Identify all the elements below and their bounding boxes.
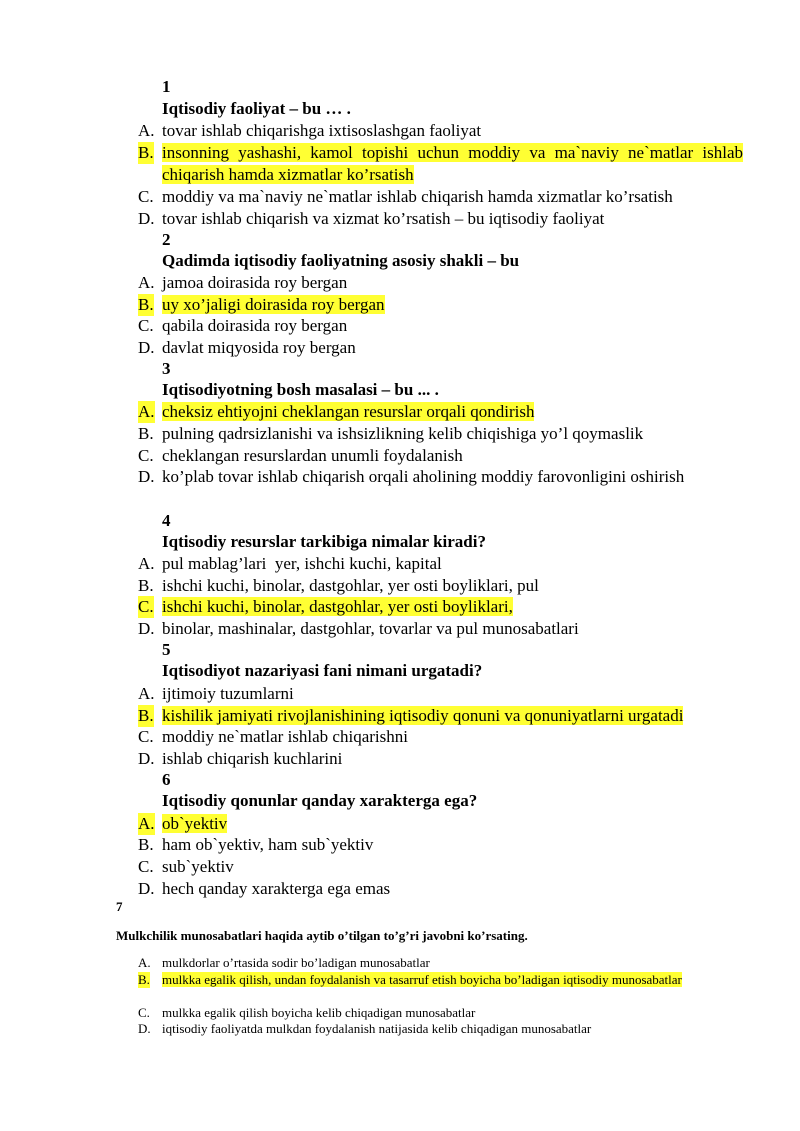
option-text: mulkka egalik qilish boyicha kelib chiqadigan munosabatlar: [162, 1005, 476, 1020]
question-7-option-b: [138, 972, 683, 988]
option-text: ishchi kuchi, binolar, dastgohlar, yer osti boyliklari, pul: [162, 576, 539, 595]
question-2-option-c: [138, 315, 743, 337]
question-2-title: Qadimda iqtisodiy faoliyatning asosiy shakli – bu: [162, 251, 520, 270]
option-text: pul mablag’lari yer, ishchi kuchi, kapital: [162, 554, 442, 573]
question-3-option-b: [138, 423, 743, 445]
option-letter: A.: [138, 684, 155, 703]
option-text: moddiy ne`matlar ishlab chiqarishni: [162, 727, 408, 746]
option-text-highlight: ishchi kuchi, binolar, dastgohlar, yer osti boyliklari,: [162, 597, 513, 616]
question-3-option-d: [138, 466, 758, 488]
option-letter: B.: [138, 576, 154, 595]
option-text: [162, 596, 743, 618]
option-text-highlight: mulkka egalik qilish, undan foydalanish va tasarruf etish boyicha bo’ladigan iqtisodiy munosabatlar: [162, 972, 682, 987]
question-3-number: 3: [162, 359, 171, 378]
question-1-number: 1: [162, 77, 171, 96]
option-text: ko’plab tovar ishlab chiqarish orqali aholining moddiy farovonligini oshirish: [162, 467, 685, 486]
option-text-highlight: cheksiz ehtiyojni cheklangan resurslar orqali qondirish: [162, 402, 535, 421]
option-text: ham ob`yektiv, ham sub`yektiv: [162, 835, 374, 854]
option-letter: D.: [138, 749, 155, 768]
question-2-number: 2: [162, 230, 171, 249]
option-text: [162, 142, 743, 185]
option-text: tovar ishlab chiqarishga ixtisoslashgan faoliyat: [162, 121, 482, 140]
option-text: pulning qadrsizlanishi va ishsizlikning kelib chiqishiga yo’l qoymaslik: [162, 424, 644, 443]
question-6-number: 6: [162, 770, 171, 789]
option-letter: D.: [138, 467, 155, 486]
question-4-option-d: [138, 618, 743, 640]
question-4-option-b: [138, 575, 743, 597]
option-letter: C.: [138, 857, 154, 876]
option-text: iqtisodiy faoliyatda mulkdan foydalanish natijasida kelib chiqadigan munosabatlar: [162, 1021, 592, 1036]
question-3-option-c: [138, 445, 743, 467]
option-letter: C.: [138, 1005, 150, 1020]
option-letter: C.: [138, 727, 154, 746]
option-letter: A.: [138, 955, 151, 970]
option-text: jamoa doirasida roy bergan: [162, 273, 348, 292]
question-4-option-c: [138, 596, 743, 618]
option-text: mulkdorlar o’rtasida sodir bo’ladigan munosabatlar: [162, 955, 430, 970]
option-letter: B.: [138, 424, 154, 443]
question-6-option-c: [138, 856, 743, 878]
option-letter: B.: [138, 143, 154, 162]
question-5-title: Iqtisodiyot nazariyasi fani nimani urgatadi?: [162, 661, 483, 680]
option-text: binolar, mashinalar, dastgohlar, tovarlar va pul munosabatlari: [162, 619, 579, 638]
option-text: cheklangan resurslardan unumli foydalanish: [162, 446, 463, 465]
option-text-highlight: ob`yektiv: [162, 814, 228, 833]
option-text-highlight: uy xo’jaligi doirasida roy bergan: [162, 295, 385, 314]
question-4-number: 4: [162, 511, 171, 530]
question-6-option-d: [138, 878, 743, 900]
option-text: davlat miqyosida roy bergan: [162, 338, 356, 357]
option-text: ijtimoiy tuzumlarni: [162, 684, 294, 703]
option-text: qabila doirasida roy bergan: [162, 316, 348, 335]
option-letter: A.: [138, 814, 155, 833]
option-letter: C.: [138, 316, 154, 335]
option-text-highlight: kishilik jamiyati rivojlanishining iqtisodiy qonuni va qonuniyatlarni urgatadi: [162, 706, 684, 725]
option-letter: A.: [138, 273, 155, 292]
option-text: sub`yektiv: [162, 857, 234, 876]
option-letter: D.: [138, 1021, 151, 1036]
option-letter: B.: [138, 706, 154, 725]
question-2-option-a: [138, 272, 743, 294]
option-letter: C.: [138, 446, 154, 465]
option-text: ishlab chiqarish kuchlarini: [162, 749, 343, 768]
question-5-option-c: [138, 726, 743, 748]
option-text: [162, 294, 743, 316]
question-6-option-b: [138, 834, 743, 856]
question-5-option-a: [138, 683, 743, 705]
question-3-title: Iqtisodiyotning bosh masalasi – bu ... .: [162, 380, 439, 399]
option-text: moddiy va ma`naviy ne`matlar ishlab chiqarish hamda xizmatlar ko’rsatish: [162, 187, 673, 206]
option-letter: B.: [138, 972, 150, 987]
option-letter: B.: [138, 295, 154, 314]
question-5-number: 5: [162, 640, 171, 659]
option-letter: D.: [138, 209, 155, 228]
option-text: hech qanday xarakterga ega emas: [162, 879, 391, 898]
option-letter: C.: [138, 597, 154, 616]
option-text: [162, 401, 743, 423]
option-text: [162, 705, 758, 727]
question-1-option-d: [138, 208, 743, 230]
option-letter: A.: [138, 554, 155, 573]
question-4-option-a: [138, 553, 743, 575]
question-7-option-d: [138, 1021, 683, 1037]
option-text-highlight: insonning yashashi, kamol topishi uchun moddiy va ma`naviy ne`matlar ishlab chiqarish hamda xizmatlar ko’rsatish: [162, 143, 743, 184]
question-7-option-c: [138, 1005, 683, 1021]
question-1-title: Iqtisodiy faoliyat – bu … .: [162, 99, 351, 118]
question-2-option-d: [138, 337, 743, 359]
option-text: [162, 972, 683, 988]
question-2-option-b: [138, 294, 743, 316]
question-1-option-c: [138, 186, 743, 208]
question-1-option-a: [138, 120, 743, 142]
option-text: tovar ishlab chiqarish va xizmat ko’rsatish – bu iqtisodiy faoliyat: [162, 209, 605, 228]
option-letter: D.: [138, 879, 155, 898]
option-letter: A.: [138, 121, 155, 140]
question-4-title: Iqtisodiy resurslar tarkibiga nimalar kiradi?: [162, 532, 486, 551]
question-3-option-a: [138, 401, 743, 423]
question-1-option-b: [138, 142, 743, 185]
question-5-option-d: [138, 748, 743, 770]
question-6-title: Iqtisodiy qonunlar qanday xarakterga ega?: [162, 791, 478, 810]
question-7-option-a: [138, 955, 683, 971]
option-letter: A.: [138, 402, 155, 421]
option-letter: C.: [138, 187, 154, 206]
question-7-number: 7: [116, 899, 123, 914]
option-letter: D.: [138, 338, 155, 357]
question-5-option-b: [138, 705, 758, 727]
option-text: [162, 813, 743, 835]
option-letter: D.: [138, 619, 155, 638]
option-letter: B.: [138, 835, 154, 854]
question-6-option-a: [138, 813, 743, 835]
question-7-title: Mulkchilik munosabatlari haqida aytib o’tilgan to’g’ri javobni ko’rsating.: [116, 928, 528, 943]
